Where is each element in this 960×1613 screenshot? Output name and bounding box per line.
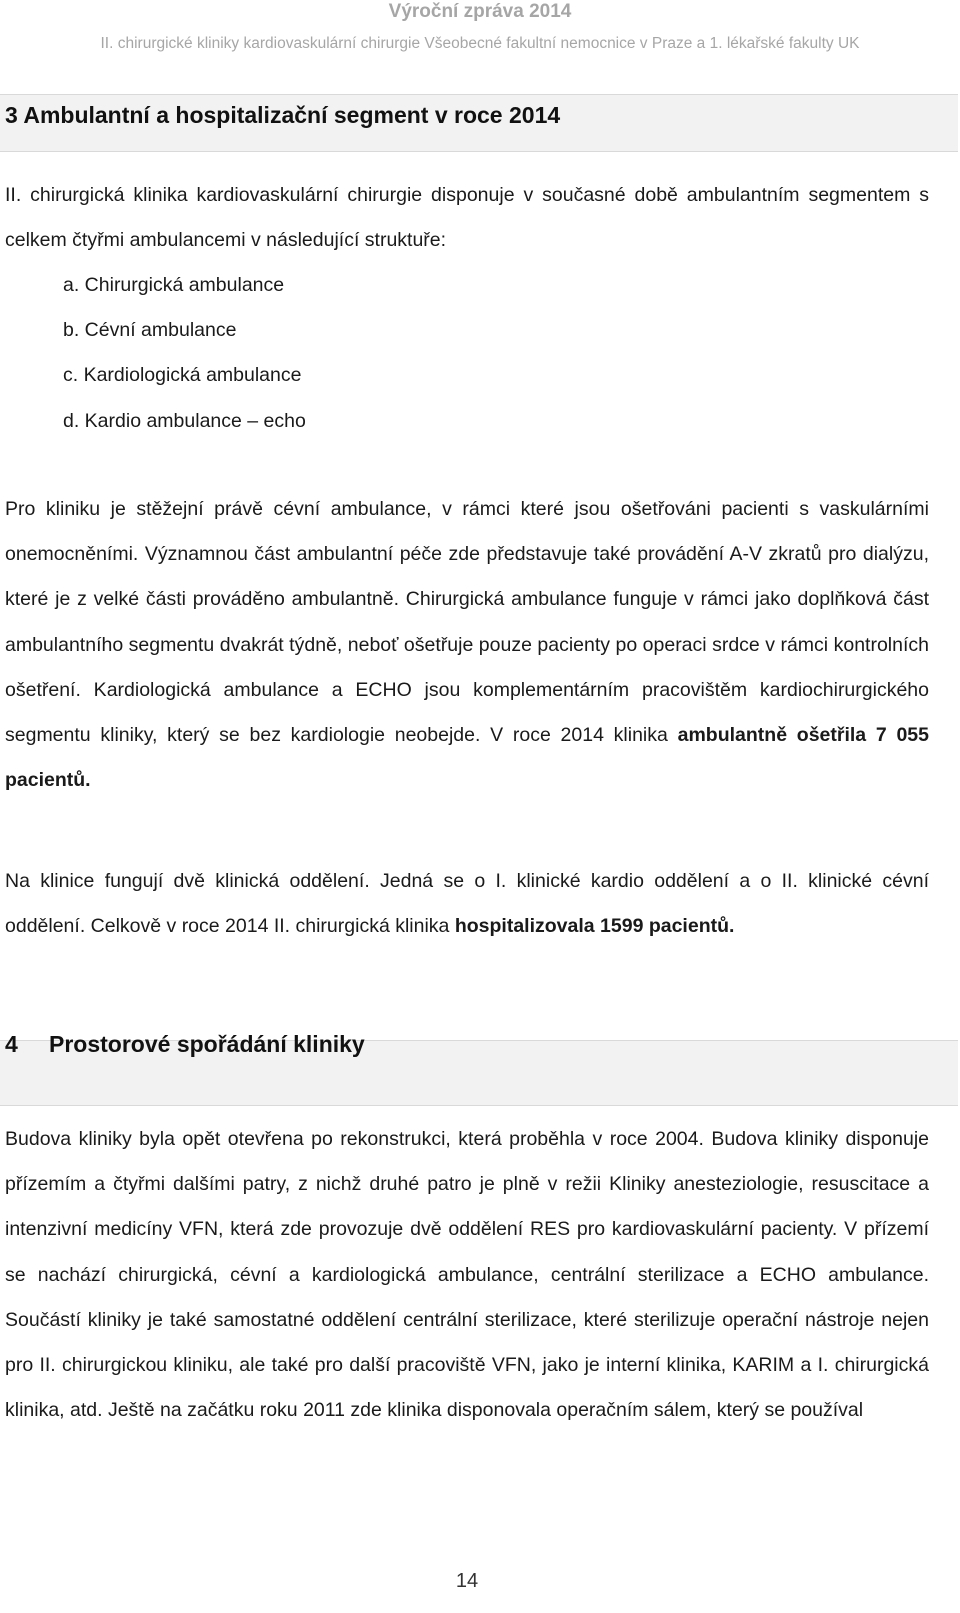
page-number: 14	[455, 1570, 479, 1592]
section-4-paragraph: Budova kliniky byla opět otevřena po rekonstrukci, která proběhla v roce 2004. Budova kliniky disponuje přízemím a čtyřmi dalšími patry, z nichž druhé patro je plně v režii Kliniky anesteziologie, resuscitace a intenzivní medicíny VFN, která zde provozuje dvě oddělení RES pro kardiovaskulární pacienty. V přízemí se nachází chirurgická, cévní a kardiologická ambulance, centrální sterilizace a ECHO ambulance. Součástí kliniky je také samostatné oddělení centrální sterilizace, které sterilizuje operační nástroje nejen pro II. chirurgickou kliniku, ale také pro další pracoviště VFN, jako je interní klinika, KARIM a I. chirurgická klinika, atd. Ještě na začátku roku 2011 zde klinika disponovala operačním sálem, který se používal	[5, 1128, 929, 1422]
list-item: d. Kardio ambulance – echo	[63, 409, 306, 432]
paragraph-bold-text: ambulantně ošetřila 7 055 pacientů.	[5, 724, 929, 792]
report-title: Výroční zpráva 2014	[388, 1, 572, 22]
ambulance-list	[63, 263, 306, 444]
section-3-paragraph-3	[5, 859, 929, 949]
section-4-heading	[5, 1027, 365, 1061]
section-4-number: 4	[5, 1031, 18, 1057]
section-3-paragraph-2	[5, 487, 929, 803]
paragraph-bold-text: hospitalizovala 1599 pacientů.	[454, 915, 735, 938]
report-subtitle: II. chirurgické kliniky kardiovaskulární chirurgie Všeobecné fakultní nemocnice v Praze a 1. lékařské fakulty UK	[100, 35, 860, 52]
paragraph-text: Pro kliniku je stěžejní právě cévní ambulance, v rámci které jsou ošetřováni pacienti s vaskulárními onemocněními. Významnou část ambulantní péče zde představuje také provádění A-V zkratů pro dialýzu, které je z velké části prováděno ambulantně. Chirurgická ambulance funguje v rámci jako doplňková část ambulantního segmentu dvakrát týdně, neboť ošetřuje pouze pacienty po operaci srdce v rámci kontrolních ošetření. Kardiologická ambulance a ECHO jsou komplementárním pracovištěm kardiochirurgického segmentu kliniky, který se bez kardiologie neobejde. V roce 2014 klinika	[5, 498, 929, 747]
section-3-intro: II. chirurgická klinika kardiovaskulární chirurgie disponuje v současné době ambulantním segmentem s celkem čtyřmi ambulancemi v následující struktuře:	[5, 184, 929, 252]
section-3-heading: 3 Ambulantní a hospitalizační segment v roce 2014	[5, 102, 561, 128]
list-item: b. Cévní ambulance	[63, 319, 237, 342]
list-item: a. Chirurgická ambulance	[63, 274, 285, 296]
paragraph-text: Na klinice fungují dvě klinická oddělení. Jedná se o I. klinické kardio oddělení a o II. klinické cévní oddělení. Celkově v roce 2014 II. chirurgická klinika	[5, 870, 929, 938]
list-item: c. Kardiologická ambulance	[63, 364, 302, 387]
section-4-title: Prostorové spořádání kliniky	[49, 1031, 365, 1057]
